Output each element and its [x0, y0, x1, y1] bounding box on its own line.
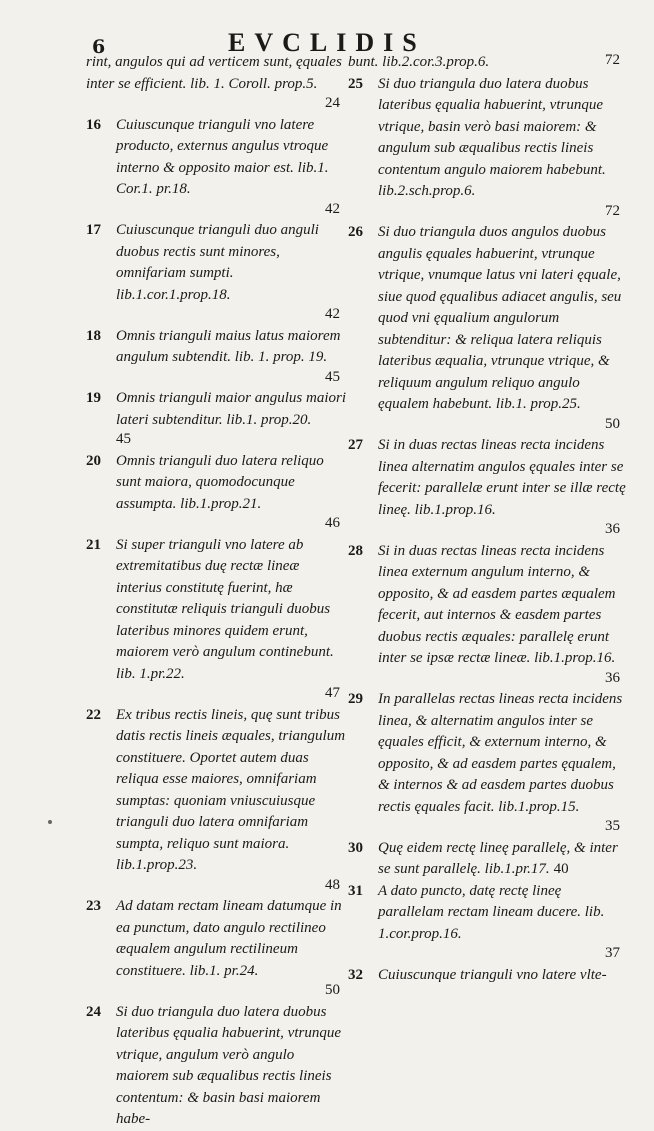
page-reference: 42	[325, 200, 340, 217]
proposition-number: 18	[86, 327, 101, 344]
proposition-text: Ad datam rectam lineam datumque in ea punctum, dato angulo rectilineo æqualem angulum rectilineum constituere. lib.1. pr.24.	[116, 898, 342, 979]
page-number: 6	[92, 36, 106, 58]
page-reference: 72	[605, 202, 620, 219]
proposition-number: 21	[86, 536, 101, 553]
proposition-29	[348, 689, 628, 838]
proposition-26	[348, 222, 628, 435]
proposition-number: 32	[348, 966, 363, 983]
proposition-text: Ex tribus rectis lineis, quę sunt tribus datis rectis lineis æquales, triangulum constituere. Oportet autem duas reliqua esse maiores, omnifariam sumptas: quoniam vniuscuiusque trianguli duo latera omnifariam sumpta, reliquo sunt maiora. lib.1.prop.23.	[116, 706, 346, 873]
proposition-number: 30	[348, 839, 363, 856]
page-reference: 36	[605, 521, 620, 537]
proposition-21	[86, 535, 348, 705]
proposition-text: Omnis trianguli maior angulus maiori lateri subtenditur. lib.1. prop.20.	[116, 390, 347, 428]
proposition-number: 27	[348, 437, 363, 453]
proposition-22	[86, 705, 348, 897]
page-reference: 45	[116, 431, 131, 447]
page-reference: 37	[605, 945, 620, 961]
proposition-number: 19	[86, 390, 101, 406]
running-title: EVCLIDIS	[228, 28, 426, 57]
page-reference: 50	[605, 415, 620, 432]
proposition-23	[86, 896, 348, 1002]
proposition-text: Omnis trianguli duo latera reliquo sunt maiora, quomodocunque assumpta. lib.1.prop.21.	[116, 452, 324, 512]
page-reference: 46	[325, 515, 340, 531]
proposition-text: Cuiuscunque trianguli vno latere vlte-	[378, 966, 607, 983]
proposition-text: rint, angulos qui ad verticem sunt, ęquales inter se efficient. lib. 1. Coroll. prop.5.	[86, 54, 342, 92]
page-reference: 48	[325, 876, 340, 893]
proposition-32	[348, 965, 628, 987]
proposition-number: 16	[86, 116, 101, 133]
proposition-17	[86, 220, 348, 326]
proposition-19	[86, 388, 348, 451]
proposition-number: 28	[348, 542, 363, 559]
proposition-text: Omnis trianguli maius latus maiorem angulum subtendit. lib. 1. prop. 19.	[116, 327, 341, 365]
proposition-number: 24	[86, 1003, 101, 1020]
proposition-number: 25	[348, 75, 363, 92]
proposition-text: In parallelas rectas lineas recta incidens linea, & alternatim angulos inter se ęquales efficit, & externum interno, & opposito, & ad easdem partes ęqualem, & internos & ad easdem partes duobus rectis ęquales facit. lib.1.prop.15.	[378, 691, 623, 815]
proposition-number: 29	[348, 691, 363, 707]
proposition-text: Quę eidem rectę lineę parallelę, & inter se sunt parallelę. lib.1.pr.17.	[378, 839, 618, 877]
page-reference: 45	[325, 368, 340, 385]
proposition-27	[348, 435, 628, 541]
proposition-20	[86, 451, 348, 535]
proposition-text: Si in duas rectas lineas recta incidens linea externum angulum interno, & opposito, & ad easdem partes æqualem fecerit, aut internos & easdem partes duobus rectis æquales: parallelę erunt inter se ipsæ rectæ lineæ. lib.1.prop.16.	[378, 542, 616, 666]
proposition-30	[348, 838, 628, 881]
proposition-number: 22	[86, 706, 101, 723]
proposition-text: bunt. lib.2.cor.3.prop.6.	[348, 54, 490, 70]
page-reference: 35	[605, 818, 620, 834]
proposition-25	[348, 74, 628, 223]
page-reference: 50	[325, 982, 340, 998]
continued-proposition	[86, 52, 348, 115]
proposition-number: 26	[348, 224, 363, 240]
proposition-text: Si super trianguli vno latere ab extremitatibus duę rectæ lineæ interius constitutę fuerint, hæ constitutæ reliquis trianguli duobus lateribus minores quidem erunt, maiorem verò angulum continebunt. lib. 1.pr.22.	[116, 536, 334, 682]
continued-proposition	[348, 52, 628, 74]
right-column	[348, 52, 628, 986]
page-reference: 42	[325, 306, 340, 322]
proposition-16	[86, 115, 348, 221]
proposition-number: 23	[86, 898, 101, 914]
proposition-text: Si duo triangula duo latera duobus lateribus ęqualia habuerint, vtrunque vtrique, basin verò basi maiorem: & angulum sub æqualibus rectis lineis contentum angulo maiorem habebunt. lib.2.sch.prop.6.	[378, 75, 606, 199]
page-reference: 72	[605, 52, 620, 68]
proposition-31	[348, 881, 628, 965]
proposition-text: A dato puncto, datę rectę lineę parallelam rectam lineam ducere. lib. 1.cor.prop.16.	[378, 882, 605, 942]
proposition-number: 20	[86, 452, 101, 469]
proposition-text: Si duo triangula duo latera duobus lateribus ęqualia habuerint, vtrunque vtrique, angulum verò angulo maiorem sub æqualibus rectis lineis contentum: & basin basi maiorem habe-	[116, 1003, 341, 1127]
proposition-number: 31	[348, 882, 363, 899]
left-column	[86, 52, 348, 1131]
proposition-28	[348, 541, 628, 690]
ink-speck	[48, 820, 52, 824]
page-reference: 47	[325, 685, 340, 701]
page-reference: 40	[553, 861, 569, 877]
proposition-text: Cuiuscunque trianguli vno latere producto, externus angulus vtroque interno & opposito maior est. lib.1. Cor.1. pr.18.	[116, 116, 329, 197]
proposition-18	[86, 326, 348, 389]
proposition-text: Cuiuscunque trianguli duo anguli duobus rectis sunt minores, omnifariam sumpti. lib.1.cor.1.prop.18.	[116, 222, 319, 303]
proposition-24	[86, 1002, 348, 1131]
proposition-number: 17	[86, 222, 101, 238]
proposition-text: Si duo triangula duos angulos duobus angulis ęquales habuerint, vtrunque vtrique, vnumque latus vni lateri ęquale, siue quod ęqualibus adiacet angulis, seu quod vni ęqualium angulorum subtenditur: & reliqua latera reliquis lateribus æqualia, vtrunque vtrique, & reliquum angulum reliquo angulo ęqualem habebunt. lib.1. prop.25.	[378, 224, 622, 412]
page-reference: 36	[605, 669, 620, 686]
proposition-text: Si in duas rectas lineas recta incidens linea alternatim angulos ęquales inter se fecerit: parallelæ erunt inter se illæ rectę lineę. lib.1.prop.16.	[378, 437, 626, 518]
page-reference: 24	[325, 95, 340, 111]
